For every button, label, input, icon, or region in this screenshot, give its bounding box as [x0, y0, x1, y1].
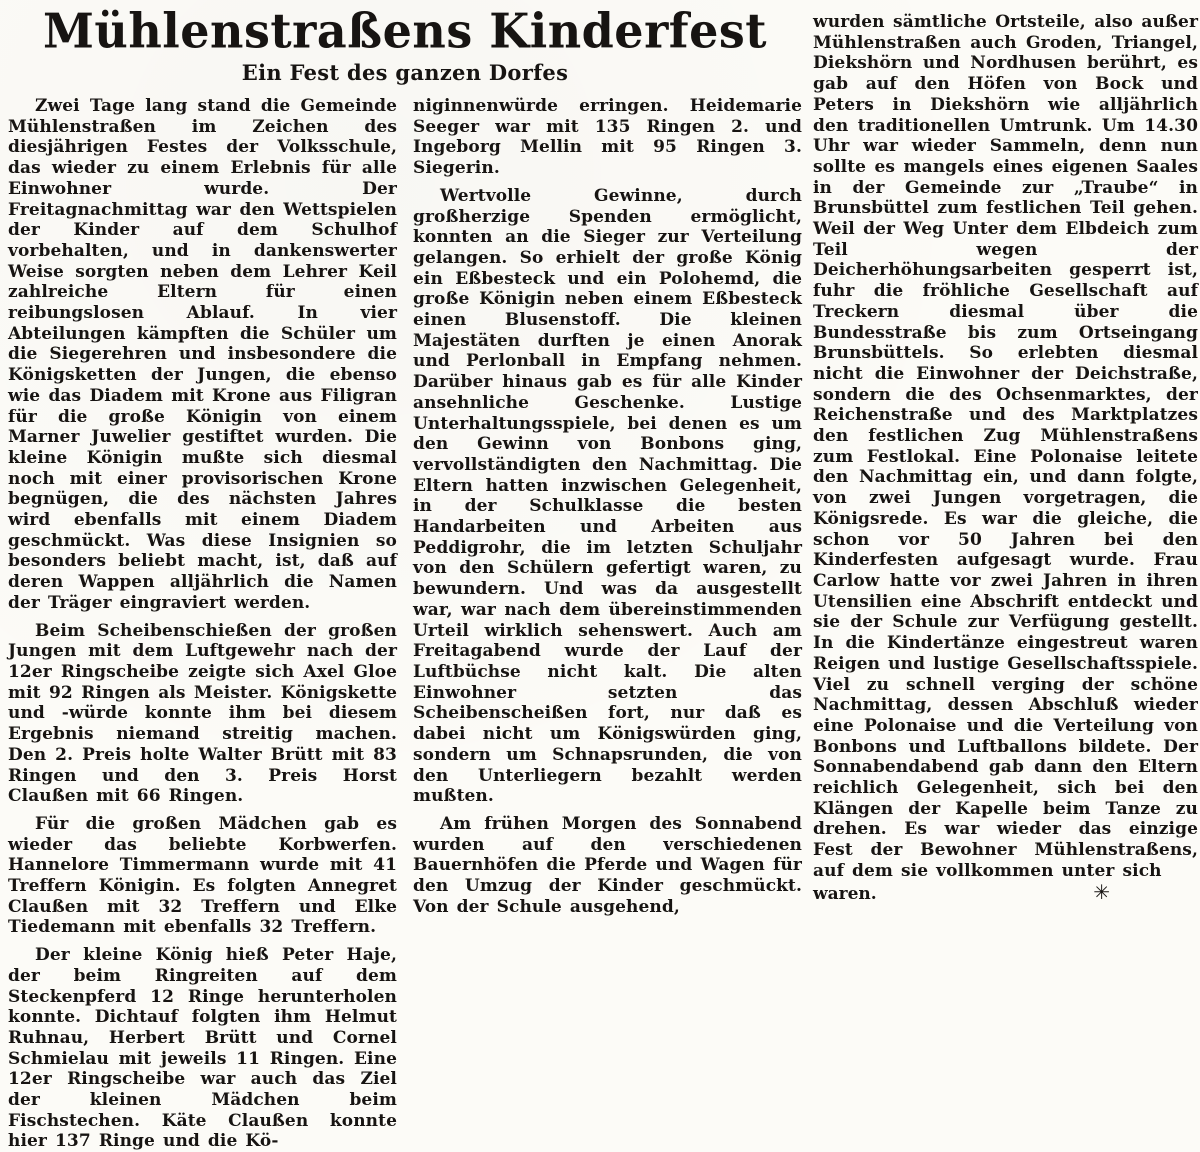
headline-and-left-columns — [8, 2, 802, 1152]
article-title: Mühlenstraßens Kinderfest — [42, 2, 768, 60]
article-paragraph: Zwei Tage lang stand die Gemeinde Mühlenstraßen im Zeichen des diesjährigen Festes der Volksschule, das wieder zu einem Erlebnis für alle Einwohner wurde. Der Freitagnachmittag war den Wettspielen der Kinder auf dem Schulhof vorbehalten, und in dankenswerter Weise sorgten neben dem Lehrer Keil zahlreiche Eltern für einen reibungslosen Ablauf. In vier Abteilungen kämpften die Schüler um die Siegerehren und insbesondere die Königsketten der Jungen, die ebenso wie das Diadem mit Krone aus Filigran für die große Königin von einem Marner Juwelier gestiftet wurden. Die kleine Königin mußte sich diesmal noch mit einer provisorischen Krone begnügen, die des nächsten Jahres wird ebenfalls mit einem Diadem geschmückt. Was diese Insignien so besonders beliebt macht, ist, daß auf deren Wappen alljährlich die Namen der Träger eingraviert werden. — [8, 96, 397, 613]
article-paragraph: Wertvolle Gewinne, durch großherzige Spenden ermöglicht, konnten an die Sieger zur Verteilung gelangen. So erhielt der große König ein Eßbesteck und ein Polohemd, die große Königin neben einem Eßbesteck einen Blusenstoff. Die kleinen Majestäten durften je einen Anorak und Perlonball in Empfang nehmen. Darüber hinaus gab es für alle Kinder ansehnliche Geschenke. Lustige Unterhaltungsspiele, bei denen es um den Gewinn von Bonbons ging, vervollständigten den Nachmittag. Die Eltern hatten inzwischen Gelegenheit, in der Schulklasse die besten Handarbeiten und Arbeiten aus Peddigrohr, die im letzten Schuljahr von den Schülern gefertigt waren, zu bewundern. Und was da ausgestellt war, war nach dem übereinstimmenden Urteil wirklich sehenswert. Auch am Freitagabend wurde der Lauf der Luftbüchse nicht kalt. Die alten Einwohner setzten das Scheibenscheißen fort, nur daß es dabei nicht um Königswürden ging, sondern um Schnapsrunden, die von den Unterliegern bezahlt werden mußten. — [413, 185, 802, 807]
article-last-word: waren. — [813, 883, 877, 904]
article-paragraph-continuation: niginnenwürde erringen. Heidemarie Seeger war mit 135 Ringen 2. und Ingeborg Mellin mit 95 Ringen 3. Siegerin. — [413, 96, 802, 179]
article-subtitle: Ein Fest des ganzen Dorfes — [241, 60, 569, 85]
column-3 — [813, 12, 1198, 904]
column-1 — [8, 96, 397, 1152]
column-container — [8, 96, 802, 1152]
article-header — [8, 2, 802, 85]
article-paragraph: Der kleine König hieß Peter Haje, der beim Ringreiten auf dem Steckenpferd 12 Ringe herunterholen konnte. Dichtauf folgten ihm Helmut Ruhnau, Herbert Brütt und Cornel Schmielau mit jeweils 11 Ringen. Eine 12er Ringscheibe war auch das Ziel der kleinen Mädchen beim Fischstechen. Käte Claußen konnte hier 137 Ringe und die Kö- — [8, 945, 397, 1152]
article-paragraph-continuation: wurden sämtliche Ortsteile, also außer Mühlenstraßen auch Groden, Triangel, Diekshörn und Nordhusen berührt, es gab auf den Höfen von Bock und Peters in Diekshörn wie alljährlich den traditionellen Umtrunk. Um 14.30 Uhr war wieder Sammeln, denn nun sollte es mangels eines eigenen Saales in der Gemeinde zur „Traube“ in Brunsbüttel zum festlichen Teil gehen. Weil der Weg Unter dem Elbdeich zum Teil wegen der Deicherhöhungsarbeiten gesperrt ist, fuhr die fröhliche Gesellschaft auf Treckern diesmal über die Bundesstraße bis zum Ortseingang Brunsbüttels. So erlebten diesmal nicht die Einwohner der Deichstraße, sondern die des Ochsenmarktes, der Reichenstraße und des Marktplatzes den festlichen Zug Mühlenstraßens zum Festlokal. Eine Polonaise leitete den Nachmittag ein, und dann folgte, von zwei Jungen vorgetragen, die Königsrede. Es war die gleiche, die schon vor 50 Jahren bei den Kinderfesten aufgesagt wurde. Frau Carlow hatte vor zwei Jahren in ihren Utensilien eine Abschrift entdeckt und sie der Schule zur Verfügung gestellt. In die Kindertänze eingestreut waren Reigen und lustige Gesellschaftsspiele. Viel zu schnell verging der schöne Nachmittag, dessen Abschluß wieder eine Polonaise und die Verteilung von Bonbons und Luftballons bildete. Der Sonnabendabend gab dann den Eltern reichlich Gelegenheit, sich bei den Klängen der Kapelle beim Tanze zu drehen. Es war wieder das einzige Fest der Bewohner Mühlenstraßens, auf dem sie vollkommen unter sich — [813, 12, 1198, 881]
article-paragraph: Für die großen Mädchen gab es wieder das beliebte Korbwerfen. Hannelore Timmermann wurde mit 41 Treffern Königin. Es folgten Annegret Claußen mit 32 Treffern und Elke Tiedemann mit ebenfalls 32 Treffern. — [8, 813, 397, 938]
end-mark-star-icon: ✳ — [1093, 879, 1110, 904]
article-last-line — [813, 879, 1198, 905]
article-paragraph: Beim Scheibenschießen der großen Jungen mit dem Luftgewehr nach der 12er Ringscheibe zeigte sich Axel Gloe mit 92 Ringen als Meister. Königskette und -würde konnte ihm bei diesem Ergebnis niemand streitig machen. Den 2. Preis holte Walter Brütt mit 83 Ringen und den 3. Preis Horst Claußen mit 66 Ringen. — [8, 620, 397, 807]
column-2 — [413, 96, 802, 1152]
article-paragraph: Am frühen Morgen des Sonnabend wurden auf den verschiedenen Bauernhöfen die Pferde und Wagen für den Umzug der Kinder geschmückt. Von der Schule ausgehend, — [413, 813, 802, 917]
